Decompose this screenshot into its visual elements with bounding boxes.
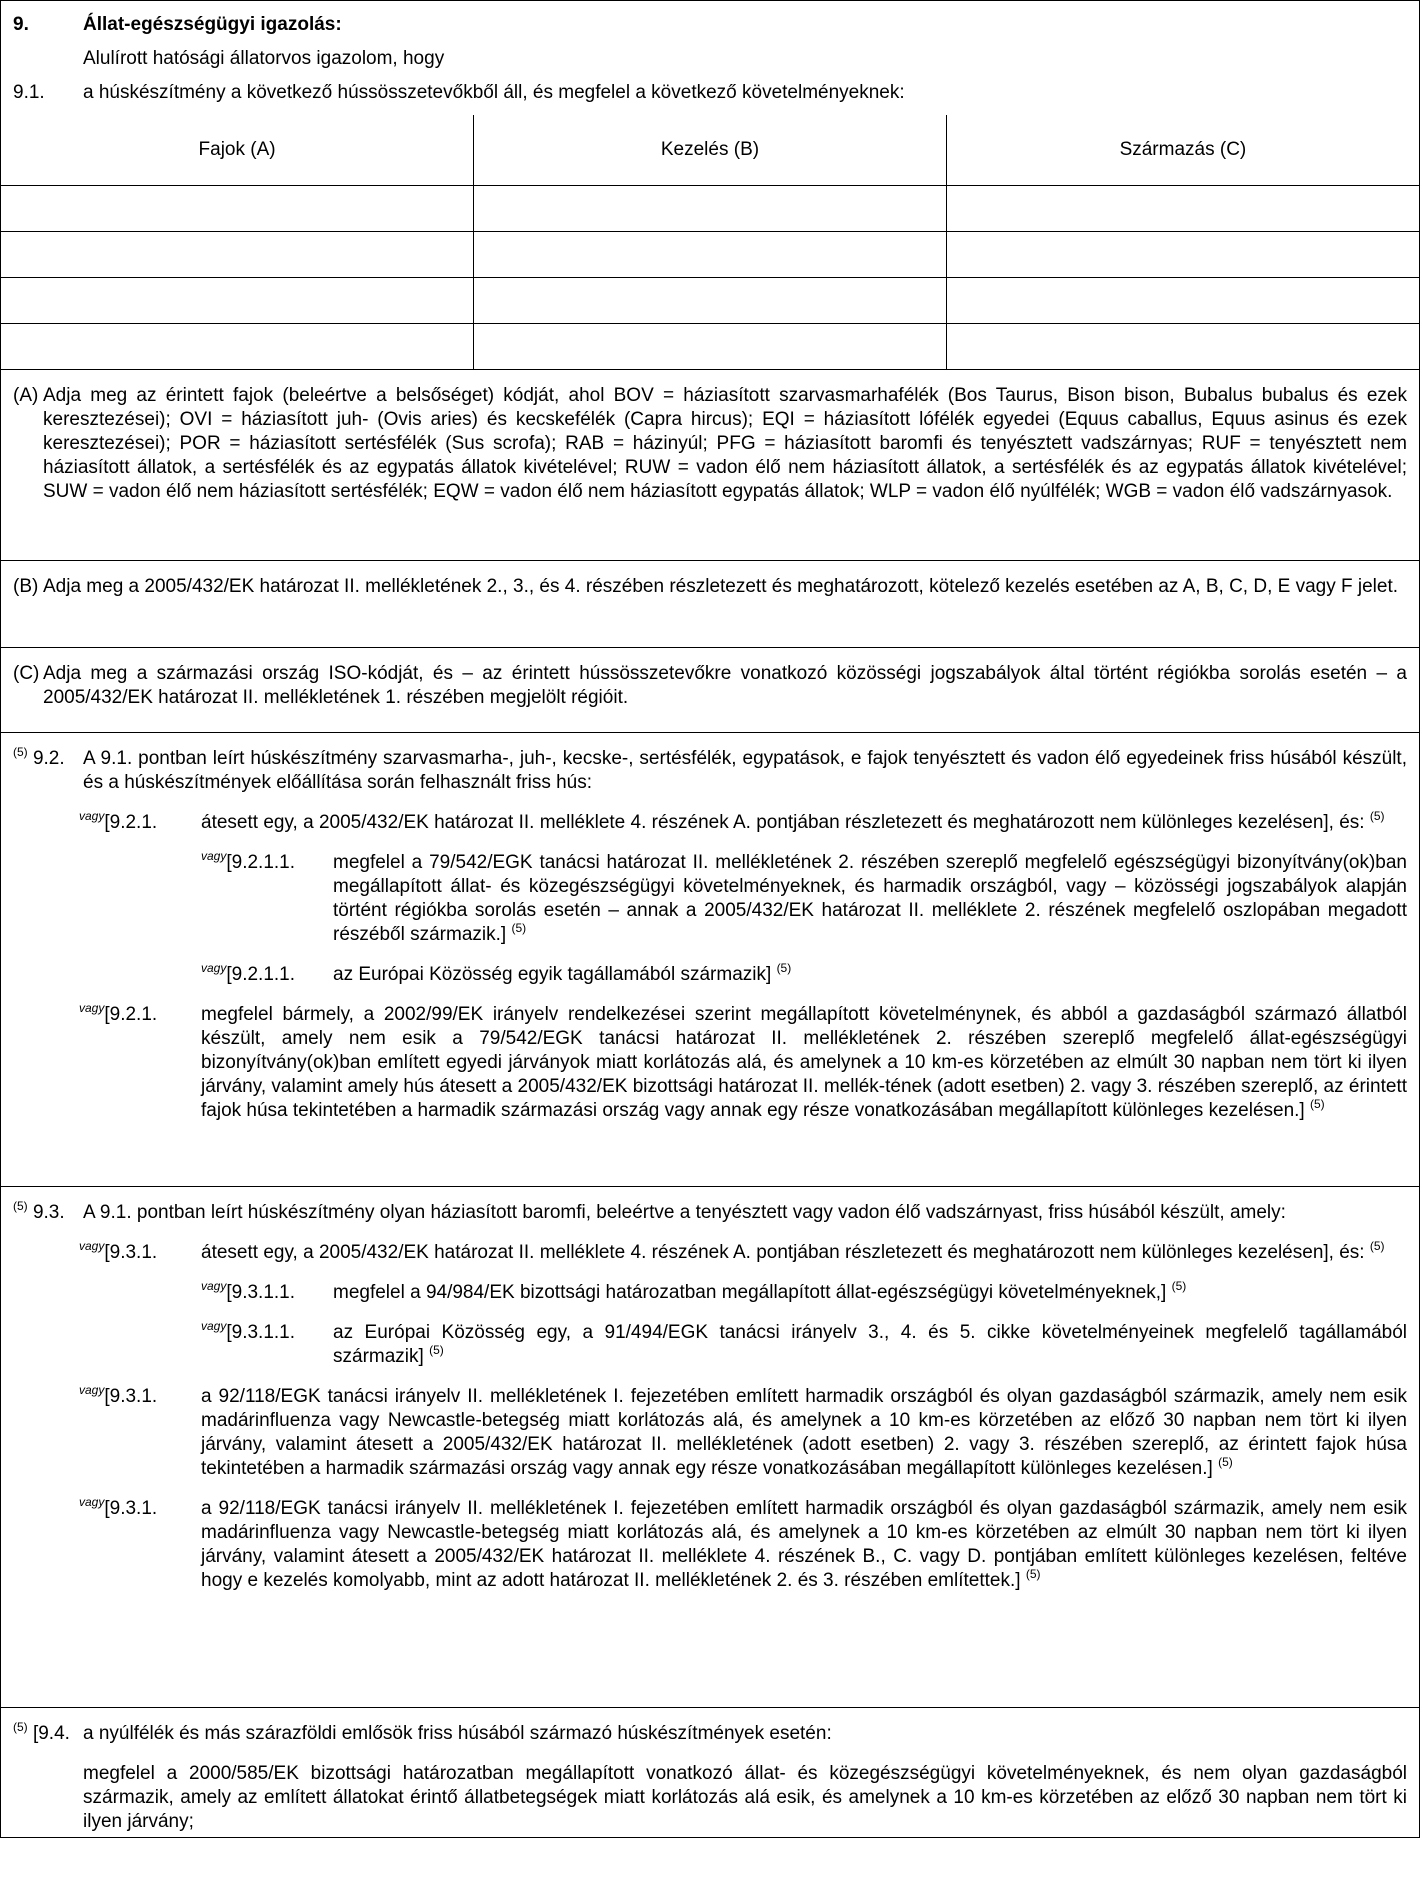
- footnote-ref: (5): [511, 921, 527, 935]
- entry-code: [9.2.1.1.: [226, 964, 296, 985]
- table-cell[interactable]: [1, 186, 474, 232]
- s92-entry-2: [1, 987, 1419, 1123]
- entry-text: az Európai Közösség egy, a 91/494/EGK tanácsi irányelv 3., 4. és 5. cikke követelményeinek megfelelő tagállamából származik]: [333, 1322, 1407, 1367]
- s92-entry-1-1: [1, 835, 1419, 947]
- table-row: [1, 186, 1419, 232]
- vagy-marker: vagy: [79, 1001, 105, 1015]
- s93-e12-body: [333, 1321, 1407, 1369]
- note-a: [1, 370, 1419, 561]
- s93-e3-body: [201, 1497, 1407, 1593]
- table-cell[interactable]: [1, 278, 474, 324]
- entry-code: [9.2.1.1.: [226, 852, 296, 873]
- s93-entry-2: [1, 1369, 1419, 1481]
- s92-e1-tag: [79, 811, 201, 835]
- table-cell[interactable]: [474, 232, 947, 278]
- s94-body-row: [1, 1746, 1419, 1834]
- footnote-ref: (5): [1369, 809, 1385, 823]
- table-row: [1, 232, 1419, 278]
- footnote-ref: (5): [13, 1199, 28, 1213]
- footnote-ref: (5): [1218, 1455, 1233, 1469]
- entry-text: megfelel bármely, a 2002/99/EK irányelv rendelkezései szerint megállapított követelménynek, és abból a gazdaságból származó állatból készült, amely nem esik a 79/542/EGK tanácsi határozat II. mellékletének 2. részében szereplő megfelelő állat-egészségügyi bizonyítvány(ok)ban említett egyedi járványok miatt korlátozás alá, és amelynek a 10 km-es körzetében az elmúlt 30 napban nem tört ki ilyen járvány, valamint amely hús átesett a 2005/432/EK bizottsági határozat II. mellék-tének (adott esetben) 2. vagy 3. részében szereplő, az érintett fajok húsa tekintetében a harmadik származási ország vagy annak egy része vonatkozásában megállapított különleges kezelésen.]: [201, 1004, 1407, 1121]
- table-header-row: [1, 115, 1419, 186]
- s92-e11-tag: [201, 851, 333, 947]
- footnote-ref: (5): [1309, 1097, 1325, 1111]
- intro-row: [1, 47, 1419, 81]
- table-cell[interactable]: [946, 324, 1419, 370]
- vagy-marker: vagy: [201, 849, 227, 863]
- s94-number: [9.4.: [32, 1723, 70, 1744]
- entry-code: [9.2.1.: [104, 812, 158, 833]
- note-a-text: Adja meg az érintett fajok (beleértve a belsőséget) kódját, ahol BOV = háziasított szarvasmarhafélék (Bos Taurus, Bison bison, Bubalus bubalus és ezek keresztezései); OVI = háziasított juh- (Ovis aries) és kecskefélék (Capra hircus); EQI = háziasított lófélék egyedei (Equus caballus, Equus asinus és ezek keresztezései); POR = háziasított sertésfélék (Sus scrofa); RAB = házinyúl; PFG = háziasított baromfi és tenyésztett vadszárnyas; RUF = tenyésztett nem háziasított állatok, a sertésfélék és az egypatás állatok kivételével; RUW = vadon élő nem háziasított állatok, a sertésfélék és az egypatás állatok kivételével; SUW = vadon élő nem háziasított sertésfélék; EQW = vadon élő nem háziasított egypatás állatok; WLP = vadon élő nyúlfélék; WGB = vadon élő vadszárnyasok.: [43, 385, 1407, 502]
- vagy-marker: vagy: [201, 1279, 227, 1293]
- table-cell[interactable]: [1, 324, 474, 370]
- s92-entry-1-2: [1, 947, 1419, 987]
- note-c-row: [1, 648, 1419, 710]
- s93-number: 9.3.: [32, 1202, 65, 1223]
- s91-row: [1, 81, 1419, 115]
- s92-e1-body: [201, 811, 1407, 835]
- header-origin: Származás (C): [946, 115, 1419, 186]
- s93-e2-tag: [79, 1385, 201, 1481]
- intro-text: Alulírott hatósági állatorvos igazolom, hogy: [83, 48, 445, 69]
- section-number: 9.: [13, 14, 29, 35]
- s94-body: megfelel a 2000/585/EK bizottsági határozatban megállapított vonatkozó állat- és közegészségügyi követelményeknek, és nem olyan gazdaságból származik, amely az említett állatokat érintő állatbetegségek miatt korlátozás alá esik, és amelynek a 10 km-es körzetében az előző 30 napban nem tört ki ilyen járvány;: [83, 1763, 1407, 1832]
- footnote-ref: (5): [776, 961, 792, 975]
- s92-number: 9.2.: [32, 748, 65, 769]
- note-b-text: Adja meg a 2005/432/EK határozat II. mellékletének 2., 3., és 4. részében részletezett és meghatározott, kötelező kezelés esetében az A, B, C, D, E vagy F jelet.: [43, 576, 1399, 597]
- entry-code: [9.3.1.1.: [226, 1282, 296, 1303]
- section-9-heading: [1, 1, 1419, 47]
- entry-text: megfelel a 79/542/EGK tanácsi határozat II. mellékletének 2. részében szereplő megfelelő egészségügyi bizonyítvány(ok)ban megállapított állat- és közegészségügyi követelményeknek, és harmadik országból, vagy – közösségi jogszabályok alapján történt régiókba sorolás esetén – annak a 2005/432/EK határozat II. melléklete 2. részének megfelelő oszlopában megadott részéből származik.]: [333, 852, 1407, 945]
- s93-e2-body: [201, 1385, 1407, 1481]
- s92-heading: [1, 733, 1419, 795]
- s92-e11-body: [333, 851, 1407, 947]
- section-9: [1, 1, 1419, 370]
- table-cell[interactable]: [474, 324, 947, 370]
- s93-e3-tag: [79, 1497, 201, 1593]
- table-row: [1, 278, 1419, 324]
- s93-e11-tag: [201, 1281, 333, 1305]
- section-9-3: [1, 1187, 1419, 1708]
- entry-text: az Európai Közösség egyik tagállamából származik]: [333, 964, 772, 985]
- s91-number: 9.1.: [13, 82, 45, 103]
- table-cell[interactable]: [1, 232, 474, 278]
- entry-text: a 92/118/EGK tanácsi irányelv II. mellékletének I. fejezetében említett harmadik országból és olyan gazdaságból származik, amely nem esik madárinfluenza vagy Newcastle-betegség miatt korlátozás alá, és amelynek a 10 km-es körzetében az elmúlt 30 napban nem tört ki ilyen járvány, valamint átesett a 2005/432/EK határozat II. melléklete 4. részének B., C. vagy D. pontjában említett különleges kezelésen, feltéve hogy e kezelés komolyabb, mint az adott határozat II. mellékletének 2. és 3. részében említettek.]: [201, 1498, 1407, 1591]
- entry-code: [9.3.1.: [104, 1498, 158, 1519]
- s93-entry-1-2: [1, 1305, 1419, 1369]
- species-table: [1, 115, 1419, 369]
- note-a-row: [1, 370, 1419, 504]
- s92-e12-body: [333, 963, 1407, 987]
- s94-head-text: a nyúlfélék és más szárazföldi emlősök friss húsából származó húskészítmények esetén:: [83, 1723, 832, 1744]
- s92-e12-tag: [201, 963, 333, 987]
- table-row: [1, 324, 1419, 370]
- s93-head-tag: [13, 1201, 83, 1225]
- vagy-marker: vagy: [201, 961, 227, 975]
- entry-text: megfelel a 94/984/EK bizottsági határozatban megállapított állat-egészségügyi követelményeknek,]: [333, 1282, 1167, 1303]
- note-b: [1, 561, 1419, 648]
- footnote-ref: (5): [429, 1343, 444, 1357]
- s92-entry-1: [1, 795, 1419, 835]
- section-title: Állat-egészségügyi igazolás:: [83, 14, 342, 35]
- vagy-marker: vagy: [201, 1319, 227, 1333]
- footnote-ref: (5): [13, 745, 28, 759]
- header-species: Fajok (A): [1, 115, 474, 186]
- vagy-marker: vagy: [79, 1383, 105, 1397]
- table-cell[interactable]: [474, 278, 947, 324]
- table-cell[interactable]: [946, 232, 1419, 278]
- entry-code: [9.3.1.: [104, 1242, 158, 1263]
- note-c-text: Adja meg a származási ország ISO-kódját, és – az érintett hússösszetevőkre vonatkozó közösségi jogszabályok által történt régiókba sorolás esetén – a 2005/432/EK határozat II. mellékletének 1. részében megjelölt régióit.: [43, 663, 1407, 708]
- s93-entry-1-1: [1, 1265, 1419, 1305]
- s93-e1-body: [201, 1241, 1407, 1265]
- footnote-ref: (5): [13, 1720, 28, 1734]
- note-b-row: [1, 561, 1419, 599]
- s94-head-tag: [13, 1722, 83, 1746]
- s92-e2-tag: [79, 1003, 201, 1123]
- entry-code: [9.3.1.: [104, 1386, 158, 1407]
- footnote-ref: (5): [1171, 1279, 1187, 1293]
- vagy-marker: vagy: [79, 1239, 105, 1253]
- vagy-marker: vagy: [79, 1495, 105, 1509]
- s93-heading: [1, 1187, 1419, 1225]
- s94-heading: [1, 1708, 1419, 1746]
- s93-e11-body: [333, 1281, 1407, 1305]
- note-c: [1, 648, 1419, 733]
- entry-text: átesett egy, a 2005/432/EK határozat II. melléklete 4. részének A. pontjában részletezett és meghatározott nem különleges kezelésen], és:: [201, 812, 1365, 833]
- note-b-label: (B): [13, 576, 39, 597]
- table-cell[interactable]: [946, 186, 1419, 232]
- footnote-ref: (5): [1025, 1567, 1041, 1581]
- entry-code: [9.3.1.1.: [226, 1322, 296, 1343]
- s91-text: a húskészítmény a következő hússösszetevőkből áll, és megfelel a következő követelményeknek:: [83, 82, 905, 103]
- entry-text: a 92/118/EGK tanácsi irányelv II. mellékletének I. fejezetében említett harmadik országból és olyan gazdaságból származik, amely nem esik madárinfluenza vagy Newcastle-betegség miatt korlátozás alá, és amelynek a 10 km-es körzetében az előző 30 napban nem tört ki ilyen járvány, valamint átesett a 2005/432/EK határozat II. mellékletének (adott esetben) 2. vagy 3. részében szereplő, az érintett fajok húsa tekintetében a harmadik származási ország vagy annak egy része vonatkozásában megállapított különleges kezelésen.]: [201, 1386, 1407, 1479]
- s93-head-text: A 9.1. pontban leírt húskészítmény olyan háziasított baromfi, beleértve a tenyésztett vagy vadon élő vadszárnyast, friss húsából készült, amely:: [83, 1202, 1286, 1223]
- s92-head-text: A 9.1. pontban leírt húskészítmény szarvasmarha-, juh-, kecske-, sertésfélék, egypatások, e fajok tenyésztett és vadon élő egyedeinek friss húsából készült, és a húskészítmények előállítása során felhasznált friss hús:: [83, 748, 1407, 793]
- s92-e2-body: [201, 1003, 1407, 1123]
- entry-text: átesett egy, a 2005/432/EK határozat II. melléklete 4. részének A. pontjában részletezett és meghatározott nem különleges kezelésen], és:: [201, 1242, 1365, 1263]
- note-c-label: (C): [13, 663, 40, 684]
- s93-entry-1: [1, 1225, 1419, 1265]
- s93-e1-tag: [79, 1241, 201, 1265]
- entry-code: [9.2.1.: [104, 1004, 158, 1025]
- s92-head-tag: [13, 747, 83, 795]
- vagy-marker: vagy: [79, 809, 105, 823]
- table-cell[interactable]: [946, 278, 1419, 324]
- section-9-4: [1, 1708, 1419, 1834]
- table-cell[interactable]: [474, 186, 947, 232]
- s93-e12-tag: [201, 1321, 333, 1369]
- note-a-label: (A): [13, 385, 39, 406]
- section-9-2: [1, 733, 1419, 1187]
- s93-entry-3: [1, 1481, 1419, 1593]
- footnote-ref: (5): [1369, 1239, 1385, 1253]
- header-treatment: Kezelés (B): [474, 115, 947, 186]
